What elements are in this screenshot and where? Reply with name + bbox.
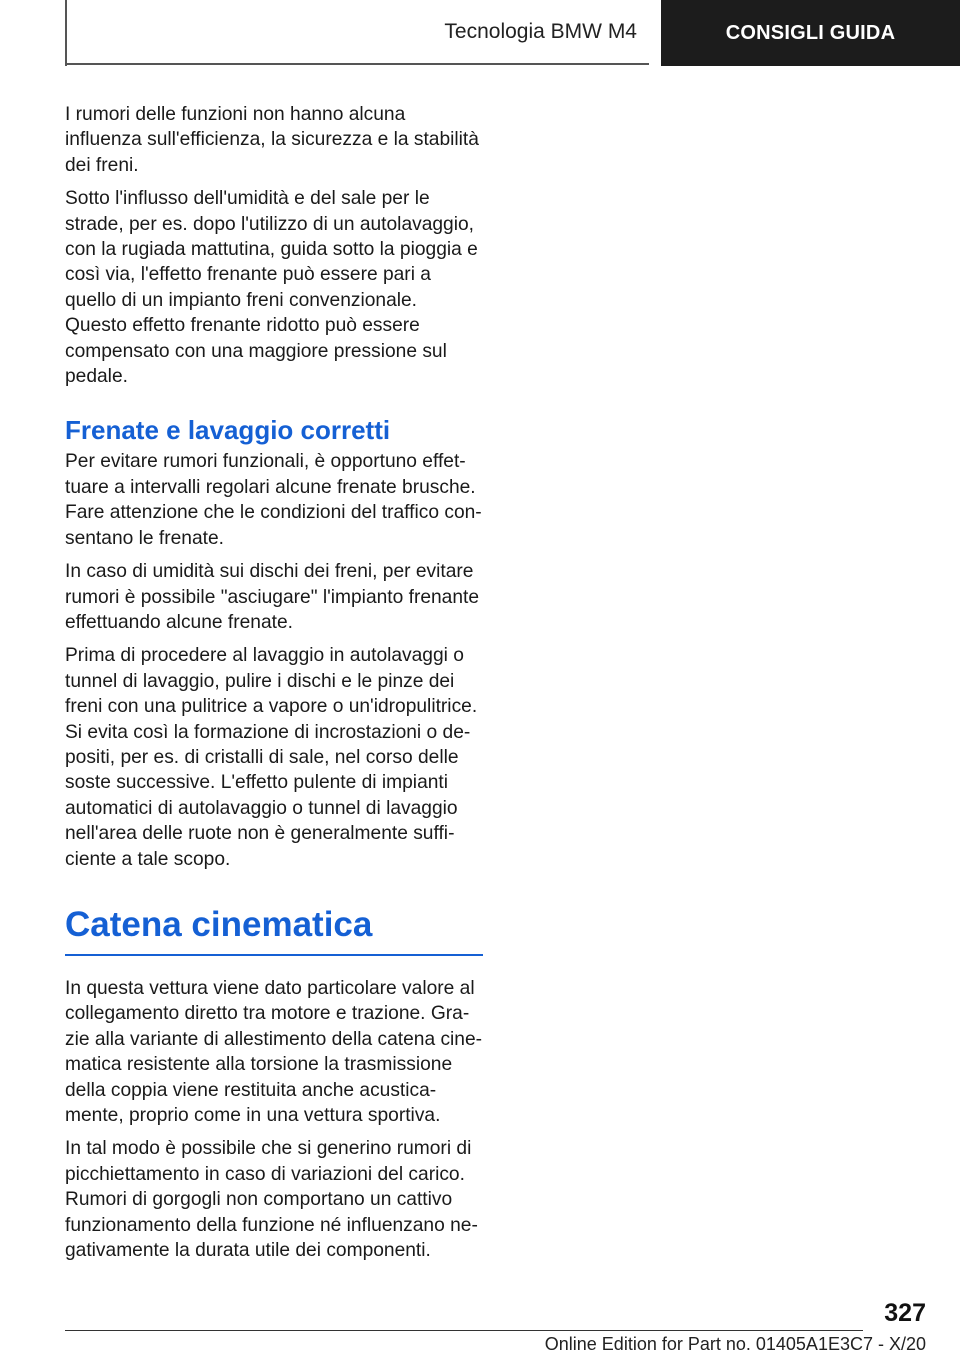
intro-paragraph-1: I rumori delle funzioni non hanno alcuna influenza sull'efficienza, la sicurezza e la stabilità dei freni.	[65, 104, 479, 176]
page-content	[65, 102, 483, 1271]
footer-rule	[65, 1330, 863, 1331]
section-heading: Catena cinematica	[65, 904, 483, 956]
subsection-heading: Frenate e lavaggio corretti	[65, 415, 391, 446]
section-paragraph-2: In tal modo è possibile che si generino rumori di picchiettamento in caso di variazioni del carico. Rumori di gorgogli non comportano un cattivo funzionamento della funzione né influenzano negativamente la durata utile dei componenti.	[65, 1138, 478, 1262]
header-section-title	[67, 0, 647, 63]
subsection-paragraph-1: Per evitare rumori funzionali, è opportuno effettuare a intervalli regolari alcune frenate brusche. Fare attenzione che le condizioni del traffico consentano le frenate.	[65, 451, 482, 549]
subsection-paragraph-2: In caso di umidità sui dischi dei freni, per evitare rumori è possibile "asciugare" l'impianto frenante effettuando alcune frenate.	[65, 561, 480, 633]
page-number: 327	[884, 1299, 926, 1327]
intro-paragraph-2: Sotto l'influsso dell'umidità e del sale per le strade, per es. dopo l'utilizzo di un autolavaggio, con la rugiada mattutina, guida sotto la pioggia e così via, l'effetto frenante può essere pari a quello di un impianto freni convenzionale. Questo effetto frenante ridotto può essere compensato con una maggiore pressione sul pedale.	[65, 188, 478, 388]
chapter-tab[interactable]	[661, 0, 960, 66]
header-bottom-rule	[65, 63, 649, 65]
section-paragraph-1: In questa vettura viene dato particolare valore al collegamento diretto tra motore e trazione. Grazie alla variante di allestimento della catena cinematica resistente alla torsione la trasmissione della coppia viene restituita anche acusticamente, proprio come in una vettura sportiva.	[65, 977, 483, 1126]
section-title-text: Tecnologia BMW M4	[444, 19, 637, 43]
subsection-paragraph-3: Prima di procedere al lavaggio in autolavaggi o tunnel di lavaggio, pulire i dischi e le pinze dei freni con una pulitrice a vapore o un'idropulitrice. Si evita così la formazione di incrostazioni o depositi, per es. di cristalli di sale, nel corso delle soste successive. L'effetto pulente di impianti automatici di autolavaggio o tunnel di lavaggio nell'area delle ruote non è generalmente sufficiente a tale scopo.	[65, 645, 478, 870]
chapter-tab-label: CONSIGLI GUIDA	[725, 21, 896, 44]
footer-edition-text: Online Edition for Part no. 01405A1E3C7 - X/20	[544, 1334, 926, 1354]
